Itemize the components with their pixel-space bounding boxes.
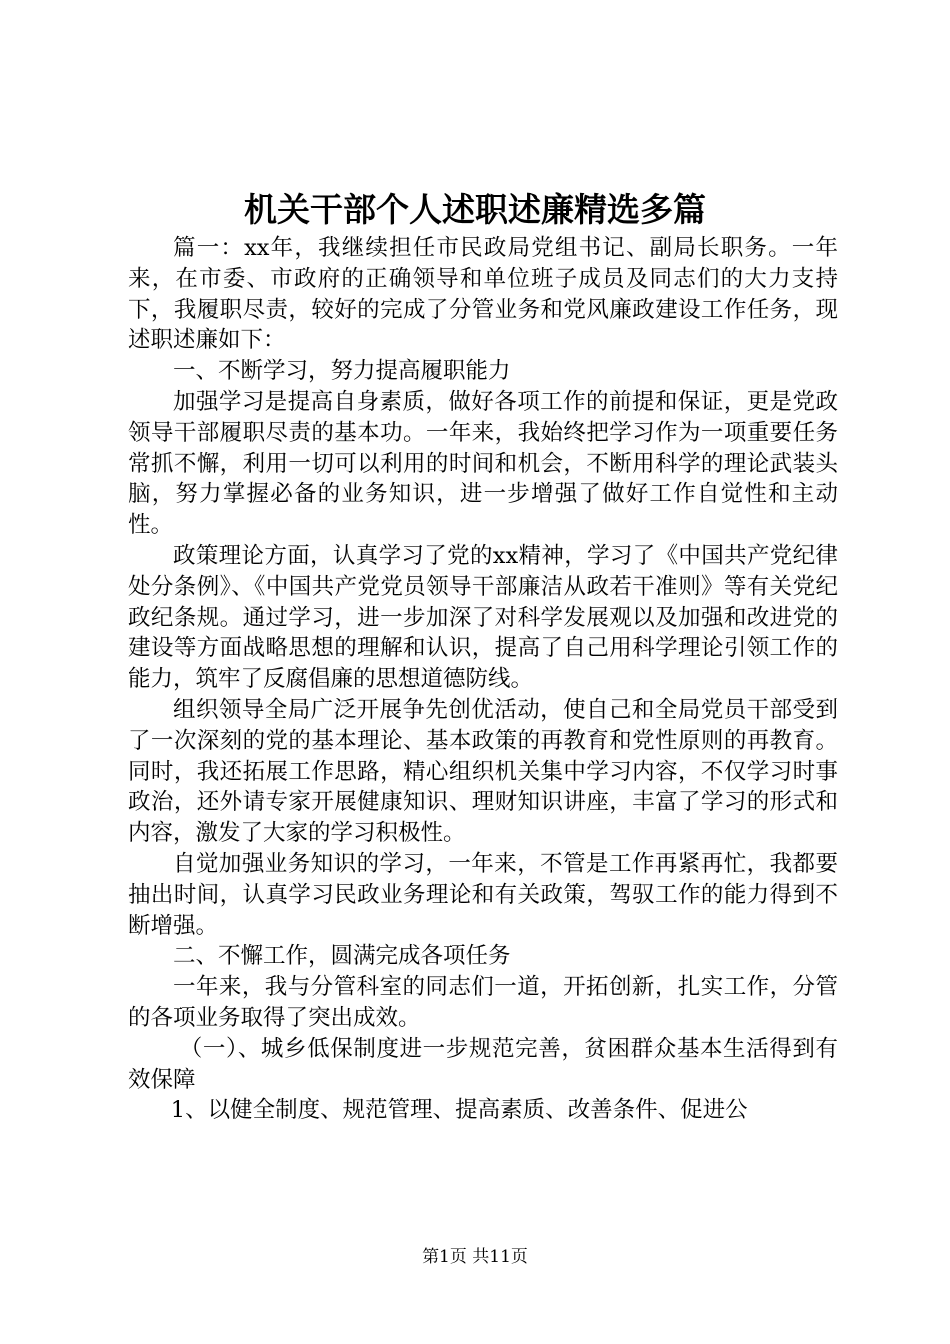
paragraph-policy-theory: 政策理论方面，认真学习了党的xx精神，学习了《中国共产党纪律处分条例》、《中国共产党党员领导干部廉洁从政若干准则》等有关党纪政纪条规。通过学习，进一步加深了对科学发展观以及加强和改进党的建设等方面战略思想的理解和认识，提高了自己用科学理论引领工作的能力，筑牢了反腐倡廉的思想道德防线。 — [128, 542, 838, 693]
sub-heading-1: （一）、城乡低保制度进一步规范完善，贫困群众基本生活得到有效保障 — [128, 1035, 838, 1093]
section-heading-1: 一、不断学习，努力提高履职能力 — [173, 358, 511, 385]
document-title: 机关干部个人述职述廉精选多篇 — [244, 190, 706, 229]
paragraph-intro: 篇一：xx年，我继续担任市民政局党组书记、副局长职务。一年来，在市委、市政府的正确领导和单位班子成员及同志们的大力支持下，我履职尽责，较好的完成了分管业务和党风廉政建设工作任务，现述职述廉如下： — [128, 235, 838, 354]
paragraph-business-knowledge: 自觉加强业务知识的学习，一年来，不管是工作再紧再忙，我都要抽出时间，认真学习民政业务理论和有关政策，驾驭工作的能力得到不断增强。 — [128, 850, 838, 939]
paragraph-work-summary: 一年来，我与分管科室的同志们一道，开拓创新，扎实工作，分管的各项业务取得了突出成效。 — [128, 974, 838, 1031]
paragraph-study: 加强学习是提高自身素质，做好各项工作的前提和保证，更是党政领导干部履职尽责的基本功。一年来，我始终把学习作为一项重要任务常抓不懈，利用一切可以利用的时间和机会，不断用科学的理论武装头脑，努力掌握必备的业务知识，进一步增强了做好工作自觉性和主动性。 — [128, 388, 838, 539]
numbered-item-1: 1、以健全制度、规范管理、提高素质、改善条件、促进公 — [170, 1097, 748, 1124]
page-footer: 第1页 共11页 — [422, 1247, 528, 1267]
document-body — [128, 233, 838, 1126]
paragraph-organization: 组织领导全局广泛开展争先创优活动，使自己和全局党员干部受到了一次深刻的党的基本理论、基本政策的再教育和党性原则的再教育。同时，我还拓展工作思路，精心组织机关集中学习内容，不仅学习时事政治，还外请专家开展健康知识、理财知识讲座，丰富了学习的形式和内容，激发了大家的学习积极性。 — [128, 696, 838, 847]
section-heading-2: 二、不懈工作，圆满完成各项任务 — [173, 943, 511, 970]
